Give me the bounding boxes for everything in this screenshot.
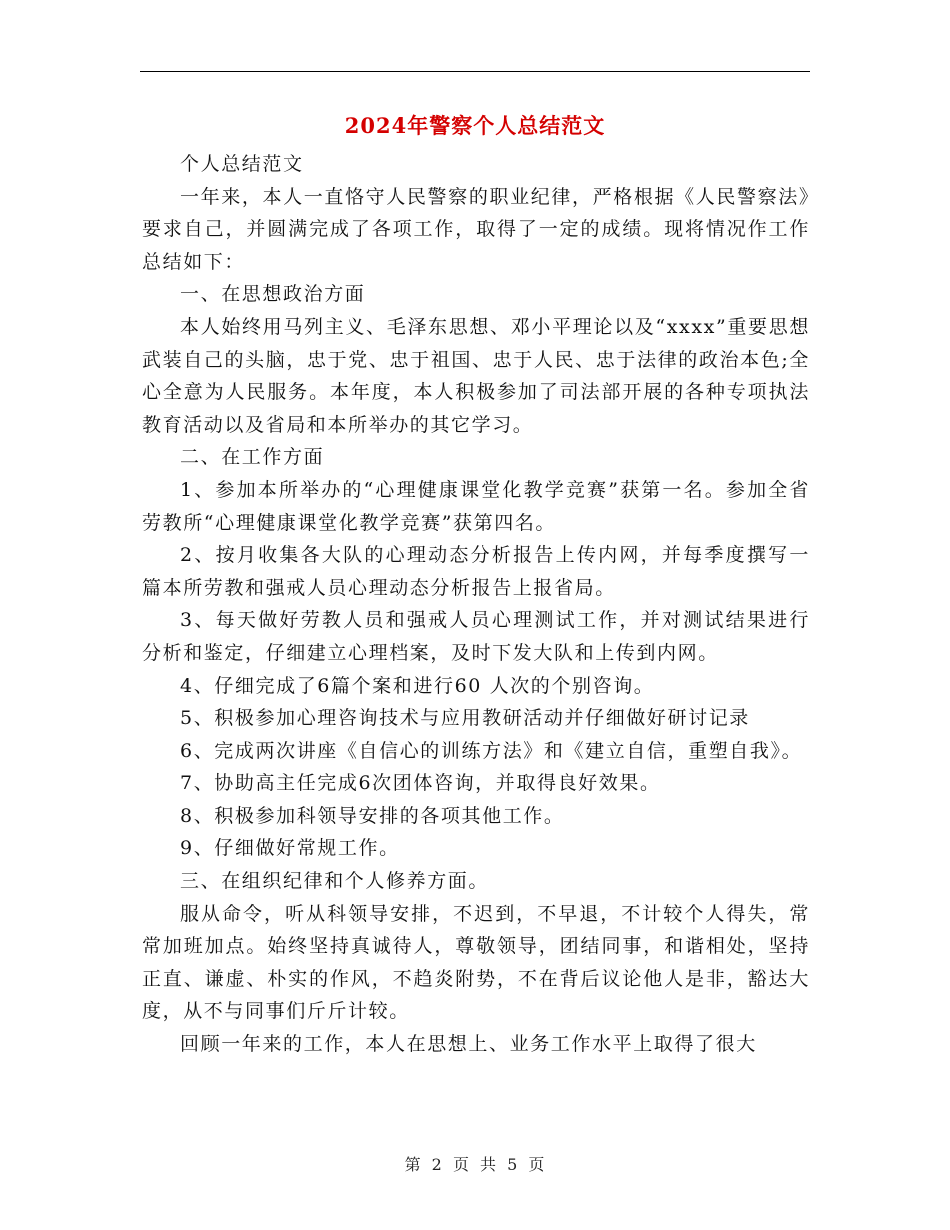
- section-heading-politics: 一、在思想政治方面: [180, 283, 366, 306]
- work-item-2: 2、按月收集各大队的心理动态分析报告上传内网，并每季度撰写一篇本所劳教和强戒人员心理动态分析报告上报省局。: [142, 544, 810, 599]
- work-item-1: 1、参加本所举办的“心理健康课堂化教学竞赛”获第一名。参加全省劳教所“心理健康课堂化教学竞赛”获第四名。: [142, 478, 810, 534]
- work-item-9: 9、仔细做好常规工作。: [180, 837, 400, 860]
- paragraph-review: 回顾一年来的工作，本人在思想上、业务工作水平上取得了很大: [180, 1033, 757, 1056]
- work-item-8: 8、积极参加科领导安排的各项其他工作。: [180, 804, 565, 827]
- work-item-6: 6、完成两次讲座《自信心的训练方法》和《建立自信，重塑自我》。: [180, 739, 803, 762]
- work-item-4: 4、仔细完成了6篇个案和进行60 人次的个别咨询。: [180, 674, 655, 697]
- page-footer: 第 2 页 共 5 页: [404, 1155, 546, 1174]
- work-item-7: 7、协助高主任完成6次团体咨询，并取得良好效果。: [180, 772, 661, 795]
- section-heading-work: 二、在工作方面: [180, 446, 325, 469]
- section-heading-discipline: 三、在组织纪律和个人修养方面。: [180, 870, 490, 893]
- paragraph-intro: 一年来，本人一直恪守人民警察的职业纪律，严格根据《人民警察法》要求自己，并圆满完成了各项工作，取得了一定的成绩。现将情况作工作总结如下：: [142, 185, 810, 273]
- paragraph-intro-heading: 个人总结范文: [180, 153, 304, 175]
- work-item-3: 3、每天做好劳教人员和强戒人员心理测试工作，并对测试结果进行分析和鉴定，仔细建立心理档案，及时下发大队和上传到内网。: [142, 609, 810, 664]
- paragraph-politics: 本人始终用马列主义、毛泽东思想、邓小平理论以及“xxxx”重要思想武装自己的头脑，忠于党、忠于祖国、忠于人民、忠于法律的政治本色;全心全意为人民服务。本年度，本人积极参加了司法部开展的各种专项执法教育活动以及省局和本所举办的其它学习。: [142, 315, 810, 436]
- work-item-5: 5、积极参加心理咨询技术与应用教研活动并仔细做好研讨记录: [180, 707, 750, 730]
- header-rule: [140, 71, 810, 72]
- paragraph-discipline: 服从命令，听从科领导安排，不迟到，不早退，不计较个人得失，常常加班加点。始终坚持真诚待人，尊敬领导，团结同事，和谐相处，坚持正直、谦虚、朴实的作风，不趋炎附势，不在背后议论他人是非，豁达大度，从不与同事们斤斤计较。: [142, 902, 810, 1023]
- document-body: [142, 148, 810, 1061]
- document-title: 2024年警察个人总结范文: [344, 113, 606, 138]
